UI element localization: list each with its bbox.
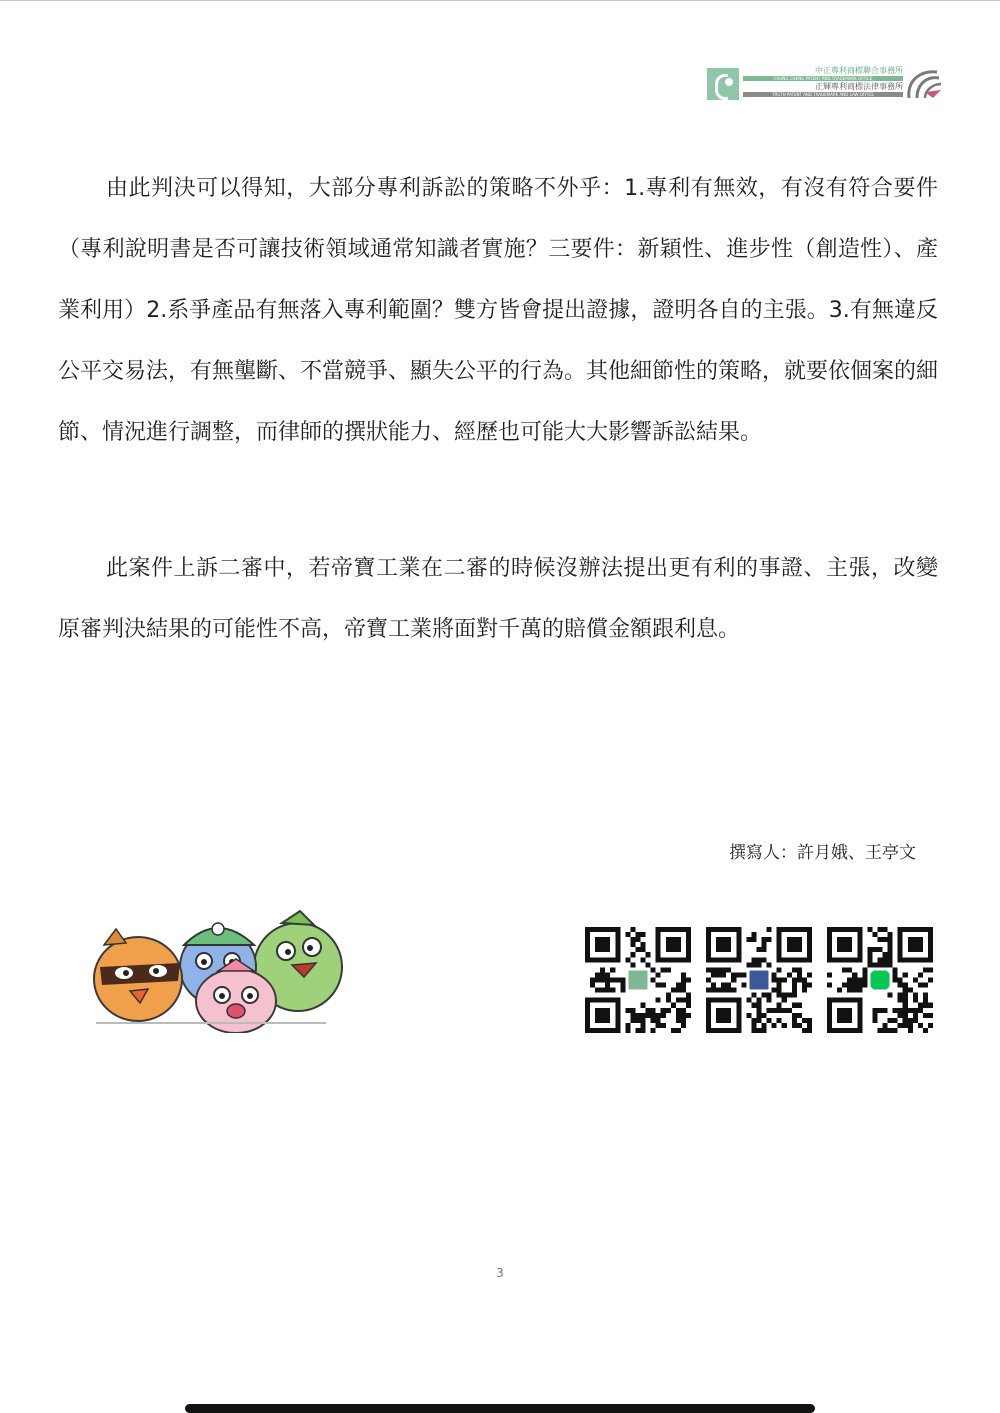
cartoon-birds-illustration xyxy=(86,905,348,1033)
author-credit: 撰寫人：許月娥、王亭文 xyxy=(729,843,916,863)
home-indicator-bar[interactable] xyxy=(185,1404,815,1413)
swoosh-logo-icon xyxy=(903,68,943,102)
paragraph-appeal: 此案件上訴二審中，若帝寶工業在二審的時候沒辦法提出更有利的事證、主張，改變原審判決結果的可能性不高，帝寶工業將面對千萬的賠償金額跟利息。 xyxy=(58,556,938,642)
logo-text xyxy=(743,66,903,97)
office-logo-icon xyxy=(707,68,739,100)
paragraph-strategy: 由此判決可以得知，大部分專利訴訟的策略不外乎：1.專利有無效，有沒有符合要件（專利說明書是否可讓技術領域通常知識者實施？三要件：新穎性、進步性（創造性）、產業利用）2.系爭產品有無落入專利範圍？雙方皆會提出證據，證明各自的主張。3.有無違反公平交易法，有無壟斷、不當競爭、顯失公平的行為。其他細節性的策略，就要依個案的細節、情況進行調整，而律師的撰狀能力、經歷也可能大大影響訴訟結果。 xyxy=(58,176,939,445)
qr-code-website[interactable] xyxy=(585,927,691,1033)
office-logo xyxy=(707,66,943,102)
logo-line-english-2: TRUTH PATENT AND TRADEMARK AND LAW OFFICE xyxy=(743,92,903,97)
qr-code-facebook[interactable] xyxy=(706,927,812,1033)
logo-line-english-1: CHUNG CHENG PATENT AND TRADEMARK OFFICE xyxy=(743,76,903,81)
logo-line-chinese-1: 中正專利商標聯合事務所 xyxy=(815,66,903,75)
facebook-icon xyxy=(749,970,768,989)
office-logo-icon xyxy=(628,970,647,989)
qr-pattern xyxy=(706,927,812,1033)
qr-pattern xyxy=(827,927,933,1033)
qr-code-line[interactable] xyxy=(827,927,933,1033)
logo-line-chinese-2: 正輝專利商標法律事務所 xyxy=(815,82,903,91)
qr-pattern xyxy=(585,927,691,1033)
line-icon xyxy=(870,970,889,989)
page-number: 3 xyxy=(496,1266,504,1280)
top-divider xyxy=(0,0,1000,1)
